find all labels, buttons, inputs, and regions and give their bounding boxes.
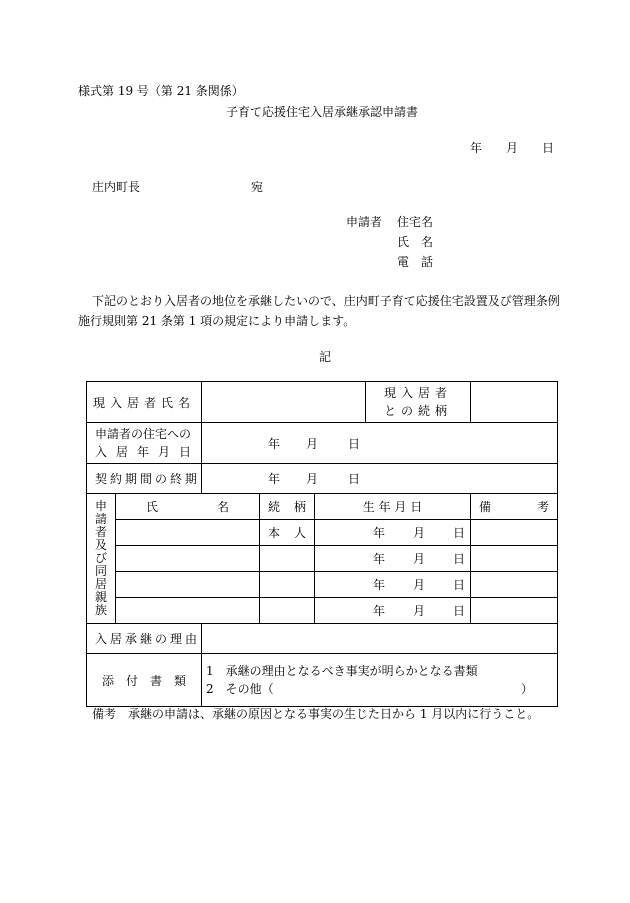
document-title: 子育て応援住宅入居承継承認申請書 [226, 105, 419, 119]
reason-label: 入居承継の理由 [95, 632, 201, 646]
relation-label-line2: との続柄 [384, 404, 453, 418]
attach-label-cell [87, 654, 202, 707]
relation-input[interactable] [471, 382, 558, 423]
remarks-note: 備考 承継の申請は、承継の原因となる事実の生じた日から 1 月以内に行うこと。 [92, 707, 540, 721]
attach-item-2: 2 その他（ [206, 682, 274, 696]
attach-cell [202, 654, 558, 707]
col-header-name [116, 494, 260, 520]
family-birthdate-input[interactable] [315, 546, 471, 572]
family-name-input[interactable] [116, 598, 260, 624]
contract-end-month: 月 [306, 472, 319, 486]
relation-label-cell [366, 382, 471, 423]
form-number: 様式第 19 号（第 21 条関係） [78, 84, 244, 98]
birth-month: 月 [413, 552, 426, 566]
family-row [87, 598, 558, 624]
contract-end-input[interactable] [202, 464, 558, 494]
family-relation-input[interactable] [260, 572, 315, 598]
family-note-input[interactable] [471, 598, 558, 624]
ki-heading: 記 [319, 350, 332, 364]
birth-year: 年 [373, 552, 386, 566]
family-relation-cell [260, 520, 315, 546]
birth-year: 年 [373, 604, 386, 618]
family-label [87, 500, 115, 617]
family-note-input[interactable] [471, 572, 558, 598]
contract-end-year: 年 [268, 472, 281, 486]
move-in-month: 月 [306, 436, 319, 451]
col-header-birthdate-label: 生 年 月 日 [362, 500, 423, 514]
col-header-relation [260, 494, 315, 520]
family-birthdate-input[interactable] [315, 598, 471, 624]
family-note-input[interactable] [471, 546, 558, 572]
self-label-char1: 本 [268, 526, 281, 540]
birth-day: 日 [453, 604, 466, 618]
body-text-line2: 施行規則第 21 条第 1 項の規定により申請します。 [78, 314, 356, 328]
contract-end-day: 日 [348, 472, 361, 486]
col-header-relation-char2: 柄 [294, 500, 307, 514]
col-header-name-char1: 氏 [146, 500, 159, 514]
date-day-label: 日 [542, 141, 555, 155]
move-in-date-input[interactable] [202, 423, 558, 464]
application-form-table [86, 381, 558, 707]
date-year-label: 年 [470, 141, 483, 155]
family-row [87, 546, 558, 572]
birth-year: 年 [373, 526, 386, 540]
family-note-input[interactable] [471, 520, 558, 546]
move-in-label-line1: 申請者の住宅への [95, 427, 192, 441]
family-label-char: 請 [94, 512, 107, 526]
col-header-note [471, 494, 558, 520]
family-name-input[interactable] [116, 520, 260, 546]
col-header-note-char1: 備 [479, 500, 492, 514]
family-label-char: 族 [94, 603, 107, 617]
family-label-char: 同 [94, 564, 107, 578]
birth-month: 月 [413, 578, 426, 592]
family-relation-input[interactable] [260, 598, 315, 624]
move-in-year: 年 [268, 436, 281, 451]
col-header-note-char2: 考 [537, 500, 550, 514]
birth-month: 月 [413, 526, 426, 540]
current-resident-label: 現入居者氏名 [93, 395, 196, 410]
reason-input[interactable] [202, 624, 558, 654]
applicant-label: 申請者 [346, 215, 383, 229]
attach-item-2-close: ） [521, 682, 534, 696]
family-name-input[interactable] [116, 546, 260, 572]
applicant-name-label: 氏 名 [397, 235, 434, 249]
family-label-char: 申 [94, 499, 107, 513]
applicant-address-label: 住宅名 [397, 215, 434, 229]
birth-month: 月 [413, 604, 426, 618]
family-label-cell [87, 494, 116, 624]
addressee-honorific: 宛 [251, 180, 264, 194]
family-label-char: 及 [94, 538, 107, 552]
family-row [87, 572, 558, 598]
family-name-input[interactable] [116, 572, 260, 598]
relation-label-line1: 現入居者 [384, 386, 453, 400]
contract-end-label-cell [87, 464, 202, 494]
col-header-birthdate [315, 494, 471, 520]
attach-label: 添 付 書 類 [102, 673, 187, 688]
current-resident-label-cell [87, 382, 202, 423]
birth-day: 日 [453, 526, 466, 540]
self-label-char2: 人 [294, 526, 307, 540]
family-birthdate-input[interactable] [315, 520, 471, 546]
current-resident-input[interactable] [202, 382, 366, 423]
contract-end-label: 契約期間の終期 [95, 472, 201, 486]
col-header-relation-char1: 続 [268, 500, 281, 514]
move-in-label-line2: 入居年月日 [95, 445, 201, 459]
applicant-phone-label: 電 話 [397, 255, 434, 269]
family-relation-input[interactable] [260, 546, 315, 572]
birth-day: 日 [453, 552, 466, 566]
date-month-label: 月 [506, 141, 519, 155]
family-birthdate-input[interactable] [315, 572, 471, 598]
reason-label-cell [87, 624, 202, 654]
birth-day: 日 [453, 578, 466, 592]
family-label-char: 居 [94, 577, 107, 591]
family-row [87, 520, 558, 546]
family-label-char: 親 [94, 590, 107, 604]
birth-year: 年 [373, 578, 386, 592]
addressee-name: 庄内町長 [92, 180, 141, 194]
move-in-day: 日 [348, 436, 361, 451]
family-label-char: 者 [94, 525, 107, 539]
family-label-char: び [94, 551, 107, 565]
col-header-name-char2: 名 [217, 500, 230, 514]
body-text-line1: 下記のとおり入居者の地位を承継したいので、庄内町子育て応援住宅設置及び管理条例 [92, 294, 560, 308]
move-in-label-cell [87, 423, 202, 464]
attach-item-1: 1 承継の理由となるべき事実が明らかとなる書類 [206, 664, 478, 678]
